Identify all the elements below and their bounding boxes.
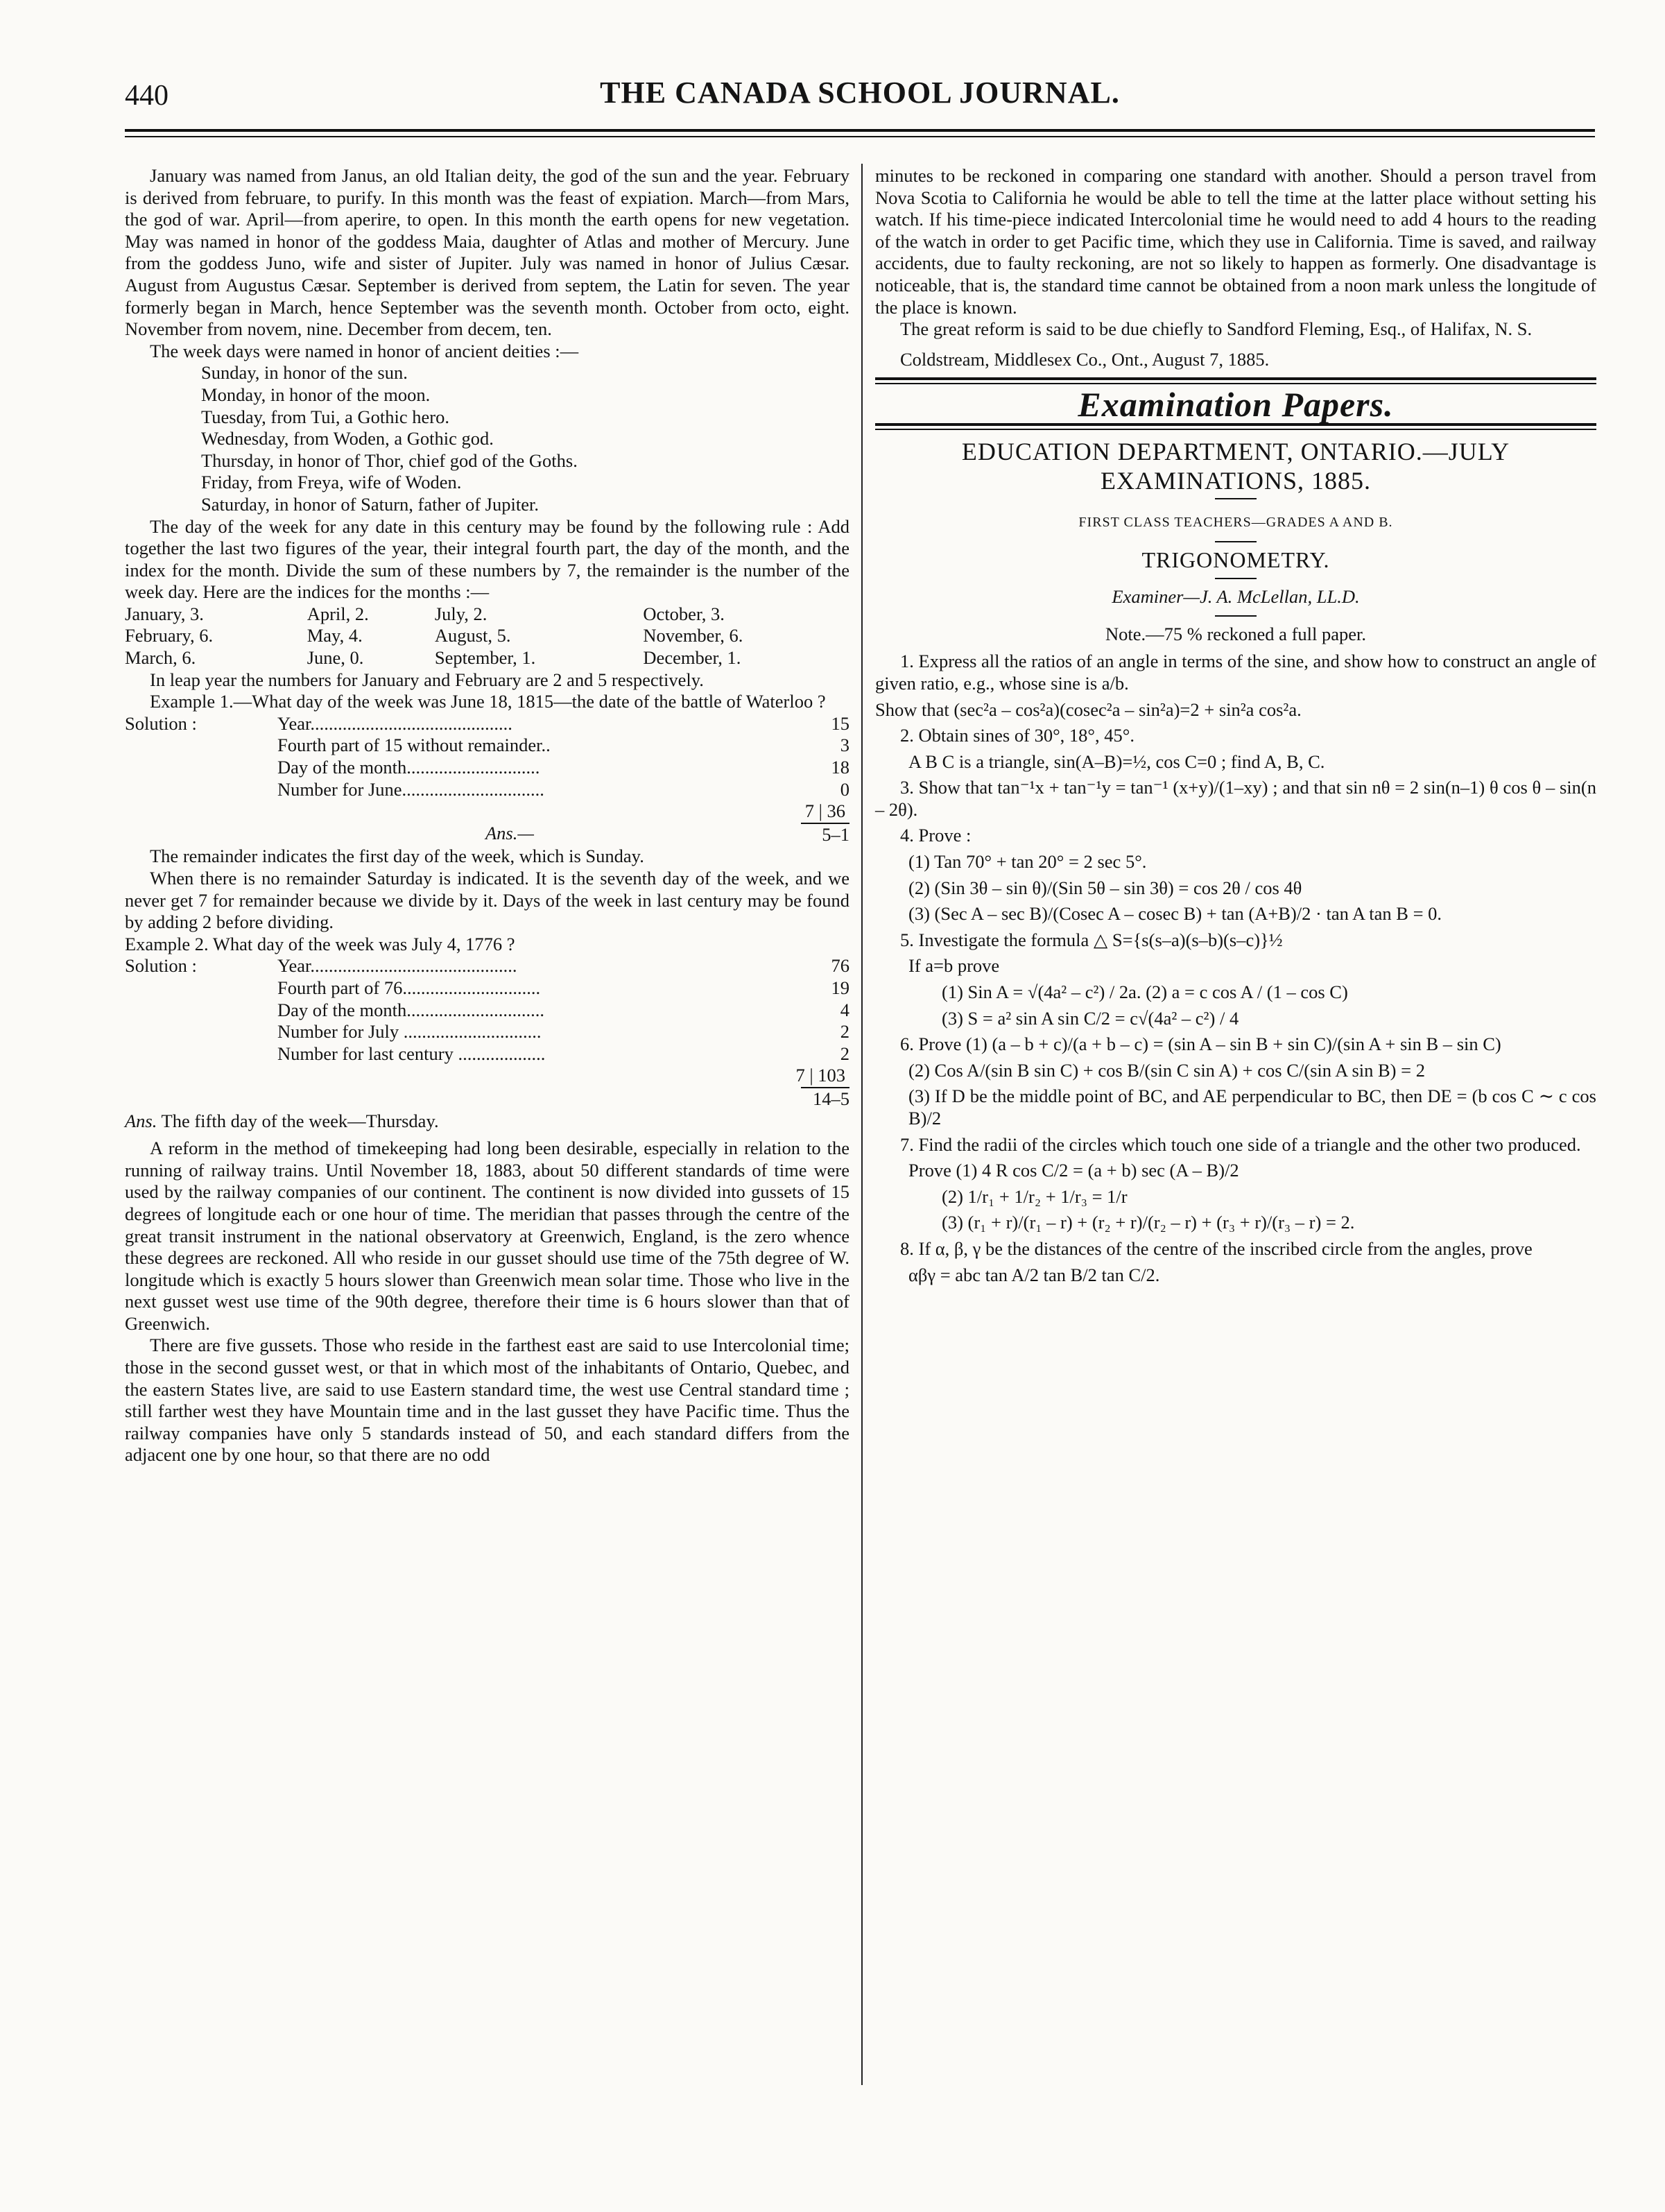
- solution-row-label: Fourth part of 15 without remainder..: [277, 735, 551, 756]
- question-line: (3) S = a² sin A sin C/2 = c√(4a² – c²) / 4: [942, 1007, 1239, 1029]
- short-rule: [1215, 578, 1257, 579]
- journal-title: THE CANADA SCHOOL JOURNAL.: [600, 76, 1120, 110]
- article-signature: Coldstream, Middlesex Co., Ont., August 7, 1885.: [900, 348, 1270, 370]
- solution-row-label: Number for June...............................: [277, 778, 544, 800]
- solution-row-value: 4: [840, 999, 849, 1020]
- subject-heading: TRIGONOMETRY.: [1141, 547, 1330, 572]
- question-line: (3) If D be the middle point of BC, and AE perpendicular to BC, then DE = (b cos C ∼ c cos B)/2: [908, 1086, 1596, 1129]
- weekday-item: Monday, in honor of the moon.: [201, 384, 431, 405]
- solution-row-label: Year.............................................: [277, 955, 517, 977]
- solution-label: Solution :: [125, 955, 197, 977]
- solution-row-value: 2: [840, 1043, 849, 1064]
- table-cell: August, 5.: [434, 625, 511, 646]
- table-cell: June, 0.: [307, 647, 364, 669]
- solution-row-value: 18: [831, 757, 849, 778]
- right-column: [875, 165, 1596, 1286]
- table-cell: January, 3.: [125, 603, 204, 624]
- short-rule: [1215, 541, 1257, 542]
- no-remainder-paragraph: When there is no remainder Saturday is indicated. It is the seventh day of the week, and we never get 7 for remainder because we divide by it. Days of the week in last century may be found by adding 2 before dividing.: [125, 868, 849, 933]
- example-2-solution: [125, 955, 849, 1065]
- solution-row-label: Day of the month.............................: [277, 757, 540, 778]
- solution-row-value: 3: [840, 735, 849, 756]
- reform-paragraph: A reform in the method of timekeeping had long been desirable, especially in relation to the running of railway trains. Until November 18, 1883, about 50 different standards of time were used by the railway companies of our continent. The continent is now divided into gussets of 15 degrees of longitude each or one hour of time. The meridian that passes through the centre of the great transit instrument in the national observatory at Greenwich, England, is the zero whence these degrees are reckoned. All who reside in our gusset should use time of the 75th degree of W. longitude which is exactly 5 hours slower than Greenwich mean solar time. Those who live in the next gusset west use time of the 90th degree, therefore their time is 6 hours slower than that of Greenwich.: [125, 1138, 849, 1334]
- department-heading: EDUCATION DEPARTMENT, ONTARIO.—JULY EXAMINATIONS, 1885.: [961, 437, 1510, 495]
- question-7: 7. Find the radii of the circles which touch one side of a triangle and the other two produced.: [900, 1133, 1581, 1155]
- table-row: [125, 625, 849, 647]
- note-line: Note.—75 % reckoned a full paper.: [1105, 623, 1367, 644]
- example-2-answer: 14–5: [801, 1087, 849, 1111]
- table-cell: October, 3.: [643, 603, 725, 624]
- weekday-item: Saturday, in honor of Saturn, father of Jupiter.: [201, 493, 539, 515]
- table-cell: May, 4.: [307, 625, 363, 646]
- table-cell: February, 6.: [125, 625, 214, 646]
- table-cell: September, 1.: [434, 647, 536, 669]
- page-header: [125, 75, 1595, 123]
- fleming-paragraph: The great reform is said to be due chiefly to Sandford Fleming, Esq., of Halifax, N. S.: [900, 318, 1533, 340]
- question-8: 8. If α, β, γ be the distances of the centre of the inscribed circle from the angles, prove: [900, 1237, 1533, 1259]
- question-1: 1. Express all the ratios of an angle in terms of the sine, and show how to construct an angle of given ratio, e.g., whose sine is a/b.: [875, 651, 1596, 694]
- answer-label: Ans.—: [485, 822, 534, 843]
- gussets-paragraph: There are five gussets. Those who reside in the farthest east are said to use Intercolonial time; those in the second gusset west, or that in which most of the inhabitants of Ontario, Quebec, and the eastern States live, are said to use Eastern standard time, the west use Central standard time ; still farther west they have Mountain time and in the last gusset they have Pacific time. Thus the railway companies have only 5 standards instead of 50, and each standard differs from the adjacent one by one hour, so that there are no odd: [125, 1335, 849, 1466]
- answer-value: 5–1: [801, 823, 849, 846]
- question-line: (2) Cos A/(sin B sin C) + cos B/(sin C sin A) + cos C/(sin A sin B) = 2: [908, 1059, 1425, 1081]
- question-6: 6. Prove (1) (a – b + c)/(a + b – c) = (sin A – sin B + sin C)/(sin A + sin B – sin C): [900, 1034, 1501, 1055]
- remainder-paragraph: The remainder indicates the first day of the week, which is Sunday.: [150, 846, 644, 867]
- solution-row-label: Number for last century ...................: [277, 1043, 546, 1064]
- weekday-item: Thursday, in honor of Thor, chief god of the Goths.: [201, 449, 578, 471]
- section-heading: Examination Papers.: [1078, 385, 1394, 425]
- example-2-division: 7 | 103: [795, 1065, 845, 1086]
- question-line: Prove (1) 4 R cos C/2 = (a + b) sec (A – B)/2: [908, 1160, 1239, 1181]
- question-line: (2) (Sin 3θ – sin θ)/(Sin 5θ – sin 3θ) = cos 2θ / cos 4θ: [908, 877, 1302, 898]
- table-row: [125, 603, 849, 626]
- weekday-item: Wednesday, from Woden, a Gothic god.: [201, 428, 494, 449]
- weekday-item: Tuesday, from Tui, a Gothic hero.: [201, 406, 449, 427]
- question-4: 4. Prove :: [900, 825, 972, 846]
- question-line: (1) Tan 70° + tan 20° = 2 sec 5°.: [908, 851, 1147, 873]
- table-cell: March, 6.: [125, 647, 196, 669]
- grade-line: FIRST CLASS TEACHERS—GRADES A AND B.: [1078, 514, 1393, 530]
- page-number: 440: [125, 80, 169, 112]
- weekdays-intro: The week days were named in honor of ancient deities :—: [150, 340, 579, 361]
- solution-row-value: 76: [831, 955, 849, 977]
- example-2-conclusion: The fifth day of the week—Thursday.: [161, 1110, 439, 1131]
- table-row: [125, 647, 849, 669]
- header-rule-thin: [125, 136, 1595, 137]
- weekday-item: Sunday, in honor of the sun.: [201, 362, 408, 384]
- time-continuation-paragraph: minutes to be reckoned in comparing one standard with another. Should a person travel from Nova Scotia to California he would be able to tell the time at the latter place without setting his watch. If his time-piece indicated Intercolonial time he would need to add 4 hours to the reading of the watch in order to get Pacific time, which they use in California. Time is saved, and railway accidents, due to faulty reckoning, are not so likely to happen as formerly. One disadvantage is noticeable, that is, the standard time cannot be obtained from a noon mark unless the longitude of the place is known.: [875, 165, 1596, 318]
- question-line: Show that (sec²a – cos²a)(cosec²a – sin²a)=2 + sin²a cos²a.: [875, 698, 1302, 720]
- leap-year-paragraph: In leap year the numbers for January and February are 2 and 5 respectively.: [150, 669, 704, 690]
- question-2: 2. Obtain sines of 30°, 18°, 45°.: [900, 725, 1135, 746]
- question-line: (1) Sin A = √(4a² – c²) / 2a. (2) a = c cos A / (1 – cos C): [942, 981, 1348, 1003]
- solution-label: Solution :: [125, 712, 197, 734]
- solution-row-label: Year............................................: [277, 712, 512, 734]
- solution-row-label: Fourth part of 76..............................: [277, 977, 541, 998]
- solution-row-label: Day of the month..............................: [277, 999, 544, 1020]
- solution-row-value: 19: [831, 977, 849, 998]
- table-cell: July, 2.: [434, 603, 488, 624]
- question-line: (3) (r₁ + r)/(r₁ – r) + (r₂ + r)/(r₂ – r) + (r₃ + r)/(r₃ – r) = 2.: [942, 1212, 1355, 1233]
- question-line: αβγ = abc tan A/2 tan B/2 tan C/2.: [908, 1264, 1160, 1285]
- example-1-solution: [125, 713, 849, 800]
- examiner-line: Examiner—J. A. McLellan, LL.D.: [1112, 586, 1360, 608]
- table-cell: April, 2.: [307, 603, 369, 624]
- example-1-answer: [125, 823, 849, 846]
- answer-label: Ans.: [125, 1110, 157, 1131]
- table-cell: November, 6.: [643, 625, 743, 646]
- question-5: 5. Investigate the formula △ S={s(s–a)(s–b)(s–c)}½: [900, 929, 1283, 950]
- month-index-table: [125, 603, 849, 669]
- solution-row-value: 0: [840, 778, 849, 800]
- solution-row-label: Number for July ..............................: [277, 1021, 542, 1043]
- weekday-item: Friday, from Freya, wife of Woden.: [201, 472, 462, 493]
- short-rule: [1215, 615, 1257, 617]
- header-rule-thick: [125, 129, 1595, 132]
- question-line: (3) (Sec A – sec B)/(Cosec A – cosec B) + tan (A+B)/2 · tan A tan B = 0.: [908, 903, 1442, 925]
- months-paragraph: January was named from Janus, an old Italian deity, the god of the sun and the year. February is derived from februare, to purify. In this month was the feast of expiation. March—from Mars, the god of war. April—from aperire, to open. In this month the earth opens for new vegetation. May was named in honor of the goddess Maia, daughter of Atlas and mother of Mercury. June from the goddess Juno, wife and sister of Jupiter. July was named in honor of Julius Cæsar. August from Augustus Cæsar. September is derived from septem, the Latin for seven. The year formerly began in March, hence September was the seventh month. October from octo, eight. November from novem, nine. December from decem, ten.: [125, 165, 849, 340]
- section-rule: [875, 423, 1596, 430]
- rule-paragraph: The day of the week for any date in this century may be found by the following rule : Add together the last two figures of the year, their integral fourth part, the day of the month, and the index for the month. Divide the sum of these numbers by 7, the remainder is the number of the week day. Here are the indices for the months :—: [125, 515, 849, 603]
- solution-row-value: 15: [831, 712, 849, 734]
- example-1-division: 7 | 36: [804, 800, 845, 822]
- section-rule: [875, 377, 1596, 384]
- left-column: [125, 165, 849, 1466]
- question-3: 3. Show that tan⁻¹x + tan⁻¹y = tan⁻¹ (x+y)/(1–xy) ; and that sin nθ = 2 sin(n–1) θ cos θ – sin(n – 2θ).: [875, 777, 1596, 820]
- solution-row-value: 2: [840, 1021, 849, 1043]
- short-rule: [1215, 498, 1257, 499]
- question-line: A B C is a triangle, sin(A–B)=½, cos C=0 ; find A, B, C.: [908, 751, 1325, 772]
- question-line: (2) 1/r₁ + 1/r₂ + 1/r₃ = 1/r: [942, 1185, 1128, 1207]
- example-2-title: Example 2. What day of the week was July 4, 1776 ?: [125, 933, 515, 954]
- column-divider: [861, 164, 863, 2085]
- table-cell: December, 1.: [643, 647, 741, 669]
- question-line: If a=b prove: [908, 955, 1000, 977]
- weekday-list: [125, 362, 849, 515]
- example-1-title: Example 1.—What day of the week was June 18, 1815—the date of the battle of Waterloo ?: [150, 691, 826, 712]
